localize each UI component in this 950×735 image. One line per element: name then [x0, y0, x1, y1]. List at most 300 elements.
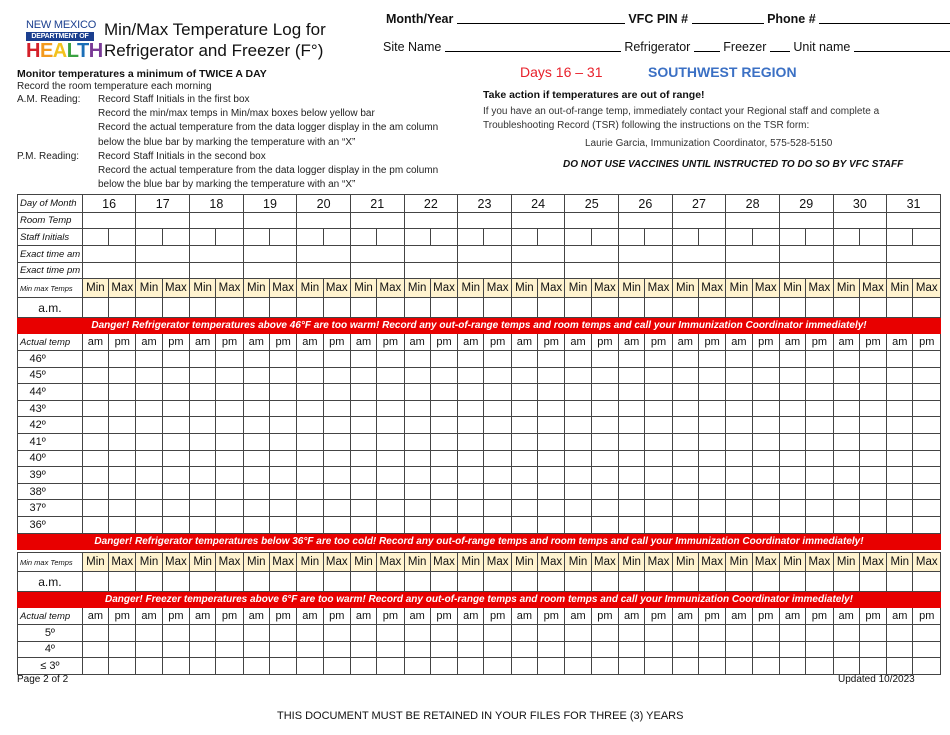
- temp-mark-cell[interactable]: [538, 467, 565, 484]
- minmax-entry-cell[interactable]: [350, 572, 376, 592]
- temp-mark-cell[interactable]: [591, 450, 618, 467]
- staff-initials-cell[interactable]: [672, 229, 698, 246]
- temp-mark-cell[interactable]: [297, 384, 323, 401]
- temp-mark-cell[interactable]: [430, 500, 457, 517]
- temp-mark-cell[interactable]: [404, 450, 430, 467]
- temp-mark-cell[interactable]: [859, 351, 886, 368]
- temp-mark-cell[interactable]: [484, 433, 511, 450]
- temp-mark-cell[interactable]: [458, 433, 484, 450]
- temp-mark-cell[interactable]: [779, 433, 805, 450]
- temp-mark-cell[interactable]: [269, 351, 296, 368]
- temp-mark-cell[interactable]: [82, 400, 108, 417]
- room-temp-cell[interactable]: [672, 213, 726, 229]
- temp-mark-cell[interactable]: [430, 658, 457, 675]
- temp-mark-cell[interactable]: [216, 417, 243, 434]
- temp-mark-cell[interactable]: [297, 625, 323, 642]
- temp-mark-cell[interactable]: [297, 351, 323, 368]
- temp-mark-cell[interactable]: [859, 400, 886, 417]
- temp-mark-cell[interactable]: [511, 400, 537, 417]
- temp-mark-cell[interactable]: [243, 400, 269, 417]
- temp-mark-cell[interactable]: [726, 433, 752, 450]
- temp-mark-cell[interactable]: [350, 384, 376, 401]
- minmax-entry-cell[interactable]: [887, 572, 913, 592]
- temp-mark-cell[interactable]: [377, 433, 404, 450]
- minmax-entry-cell[interactable]: [297, 572, 323, 592]
- temp-mark-cell[interactable]: [538, 483, 565, 500]
- temp-mark-cell[interactable]: [672, 367, 698, 384]
- temp-mark-cell[interactable]: [645, 433, 672, 450]
- staff-initials-cell[interactable]: [538, 229, 565, 246]
- temp-mark-cell[interactable]: [377, 467, 404, 484]
- temp-mark-cell[interactable]: [833, 483, 859, 500]
- temp-mark-cell[interactable]: [458, 625, 484, 642]
- temp-mark-cell[interactable]: [82, 417, 108, 434]
- exact-time-pm-cell[interactable]: [243, 263, 297, 279]
- temp-mark-cell[interactable]: [511, 625, 537, 642]
- temp-mark-cell[interactable]: [726, 351, 752, 368]
- temp-mark-cell[interactable]: [216, 384, 243, 401]
- temp-mark-cell[interactable]: [136, 467, 162, 484]
- temp-mark-cell[interactable]: [243, 367, 269, 384]
- minmax-entry-cell[interactable]: [216, 572, 243, 592]
- temp-mark-cell[interactable]: [619, 500, 645, 517]
- temp-mark-cell[interactable]: [672, 417, 698, 434]
- temp-mark-cell[interactable]: [484, 467, 511, 484]
- temp-mark-cell[interactable]: [216, 450, 243, 467]
- temp-mark-cell[interactable]: [565, 367, 591, 384]
- temp-mark-cell[interactable]: [538, 400, 565, 417]
- temp-mark-cell[interactable]: [323, 625, 350, 642]
- minmax-entry-cell[interactable]: [726, 298, 752, 318]
- temp-mark-cell[interactable]: [136, 351, 162, 368]
- temp-mark-cell[interactable]: [565, 433, 591, 450]
- temp-mark-cell[interactable]: [565, 400, 591, 417]
- temp-mark-cell[interactable]: [377, 500, 404, 517]
- minmax-entry-cell[interactable]: [698, 298, 725, 318]
- temp-mark-cell[interactable]: [619, 433, 645, 450]
- temp-mark-cell[interactable]: [619, 658, 645, 675]
- exact-time-am-cell[interactable]: [350, 246, 404, 263]
- temp-mark-cell[interactable]: [859, 641, 886, 658]
- temp-mark-cell[interactable]: [752, 483, 779, 500]
- staff-initials-cell[interactable]: [833, 229, 859, 246]
- temp-mark-cell[interactable]: [82, 367, 108, 384]
- temp-mark-cell[interactable]: [645, 500, 672, 517]
- minmax-entry-cell[interactable]: [377, 298, 404, 318]
- temp-mark-cell[interactable]: [913, 467, 941, 484]
- temp-mark-cell[interactable]: [484, 641, 511, 658]
- exact-time-pm-cell[interactable]: [619, 263, 673, 279]
- temp-mark-cell[interactable]: [269, 516, 296, 533]
- exact-time-pm-cell[interactable]: [82, 263, 136, 279]
- temp-mark-cell[interactable]: [645, 483, 672, 500]
- temp-mark-cell[interactable]: [216, 367, 243, 384]
- temp-mark-cell[interactable]: [511, 351, 537, 368]
- temp-mark-cell[interactable]: [82, 658, 108, 675]
- staff-initials-cell[interactable]: [511, 229, 537, 246]
- temp-mark-cell[interactable]: [350, 433, 376, 450]
- exact-time-pm-cell[interactable]: [779, 263, 833, 279]
- temp-mark-cell[interactable]: [726, 483, 752, 500]
- temp-mark-cell[interactable]: [484, 658, 511, 675]
- temp-mark-cell[interactable]: [458, 400, 484, 417]
- temp-mark-cell[interactable]: [698, 433, 725, 450]
- minmax-entry-cell[interactable]: [591, 298, 618, 318]
- temp-mark-cell[interactable]: [591, 351, 618, 368]
- temp-mark-cell[interactable]: [645, 516, 672, 533]
- temp-mark-cell[interactable]: [565, 467, 591, 484]
- temp-mark-cell[interactable]: [887, 367, 913, 384]
- temp-mark-cell[interactable]: [162, 450, 189, 467]
- temp-mark-cell[interactable]: [297, 450, 323, 467]
- temp-mark-cell[interactable]: [726, 500, 752, 517]
- temp-mark-cell[interactable]: [216, 400, 243, 417]
- temp-mark-cell[interactable]: [297, 483, 323, 500]
- temp-mark-cell[interactable]: [430, 450, 457, 467]
- temp-mark-cell[interactable]: [404, 467, 430, 484]
- temp-mark-cell[interactable]: [323, 433, 350, 450]
- staff-initials-cell[interactable]: [350, 229, 376, 246]
- staff-initials-cell[interactable]: [162, 229, 189, 246]
- minmax-entry-cell[interactable]: [806, 298, 833, 318]
- temp-mark-cell[interactable]: [484, 450, 511, 467]
- temp-mark-cell[interactable]: [698, 400, 725, 417]
- temp-mark-cell[interactable]: [698, 516, 725, 533]
- exact-time-am-cell[interactable]: [565, 246, 619, 263]
- temp-mark-cell[interactable]: [645, 641, 672, 658]
- minmax-entry-cell[interactable]: [726, 572, 752, 592]
- temp-mark-cell[interactable]: [913, 351, 941, 368]
- staff-initials-cell[interactable]: [619, 229, 645, 246]
- minmax-entry-cell[interactable]: [109, 298, 136, 318]
- staff-initials-cell[interactable]: [404, 229, 430, 246]
- temp-mark-cell[interactable]: [430, 467, 457, 484]
- temp-mark-cell[interactable]: [243, 625, 269, 642]
- temp-mark-cell[interactable]: [430, 433, 457, 450]
- temp-mark-cell[interactable]: [404, 625, 430, 642]
- temp-mark-cell[interactable]: [752, 450, 779, 467]
- unit-name-field[interactable]: [854, 40, 950, 52]
- temp-mark-cell[interactable]: [484, 516, 511, 533]
- temp-mark-cell[interactable]: [350, 351, 376, 368]
- minmax-entry-cell[interactable]: [887, 298, 913, 318]
- room-temp-cell[interactable]: [404, 213, 458, 229]
- staff-initials-cell[interactable]: [484, 229, 511, 246]
- minmax-entry-cell[interactable]: [511, 298, 537, 318]
- temp-mark-cell[interactable]: [887, 351, 913, 368]
- exact-time-pm-cell[interactable]: [404, 263, 458, 279]
- freezer-check[interactable]: [770, 40, 790, 52]
- temp-mark-cell[interactable]: [779, 467, 805, 484]
- temp-mark-cell[interactable]: [859, 625, 886, 642]
- temp-mark-cell[interactable]: [752, 367, 779, 384]
- temp-mark-cell[interactable]: [377, 658, 404, 675]
- temp-mark-cell[interactable]: [672, 625, 698, 642]
- exact-time-am-cell[interactable]: [726, 246, 780, 263]
- temp-mark-cell[interactable]: [430, 641, 457, 658]
- temp-mark-cell[interactable]: [913, 625, 941, 642]
- temp-mark-cell[interactable]: [162, 433, 189, 450]
- temp-mark-cell[interactable]: [672, 400, 698, 417]
- temp-mark-cell[interactable]: [752, 500, 779, 517]
- staff-initials-cell[interactable]: [913, 229, 941, 246]
- temp-mark-cell[interactable]: [565, 641, 591, 658]
- minmax-entry-cell[interactable]: [136, 572, 162, 592]
- temp-mark-cell[interactable]: [752, 641, 779, 658]
- temp-mark-cell[interactable]: [109, 483, 136, 500]
- temp-mark-cell[interactable]: [377, 516, 404, 533]
- temp-mark-cell[interactable]: [779, 400, 805, 417]
- phone-field[interactable]: [819, 12, 950, 24]
- temp-mark-cell[interactable]: [269, 400, 296, 417]
- temp-mark-cell[interactable]: [833, 500, 859, 517]
- temp-mark-cell[interactable]: [806, 367, 833, 384]
- temp-mark-cell[interactable]: [538, 625, 565, 642]
- temp-mark-cell[interactable]: [350, 483, 376, 500]
- temp-mark-cell[interactable]: [136, 367, 162, 384]
- temp-mark-cell[interactable]: [269, 450, 296, 467]
- temp-mark-cell[interactable]: [243, 516, 269, 533]
- temp-mark-cell[interactable]: [511, 384, 537, 401]
- temp-mark-cell[interactable]: [833, 433, 859, 450]
- temp-mark-cell[interactable]: [297, 516, 323, 533]
- temp-mark-cell[interactable]: [484, 384, 511, 401]
- temp-mark-cell[interactable]: [269, 433, 296, 450]
- temp-mark-cell[interactable]: [698, 384, 725, 401]
- minmax-entry-cell[interactable]: [645, 298, 672, 318]
- temp-mark-cell[interactable]: [806, 483, 833, 500]
- minmax-entry-cell[interactable]: [779, 298, 805, 318]
- temp-mark-cell[interactable]: [190, 367, 216, 384]
- temp-mark-cell[interactable]: [458, 417, 484, 434]
- temp-mark-cell[interactable]: [377, 450, 404, 467]
- temp-mark-cell[interactable]: [538, 384, 565, 401]
- exact-time-pm-cell[interactable]: [190, 263, 244, 279]
- minmax-entry-cell[interactable]: [752, 298, 779, 318]
- minmax-entry-cell[interactable]: [243, 298, 269, 318]
- exact-time-am-cell[interactable]: [511, 246, 565, 263]
- temp-mark-cell[interactable]: [913, 450, 941, 467]
- temp-mark-cell[interactable]: [323, 400, 350, 417]
- temp-mark-cell[interactable]: [430, 400, 457, 417]
- temp-mark-cell[interactable]: [859, 417, 886, 434]
- staff-initials-cell[interactable]: [698, 229, 725, 246]
- room-temp-cell[interactable]: [726, 213, 780, 229]
- exact-time-am-cell[interactable]: [136, 246, 190, 263]
- exact-time-am-cell[interactable]: [619, 246, 673, 263]
- temp-mark-cell[interactable]: [109, 351, 136, 368]
- temp-mark-cell[interactable]: [458, 367, 484, 384]
- temp-mark-cell[interactable]: [565, 516, 591, 533]
- temp-mark-cell[interactable]: [243, 417, 269, 434]
- staff-initials-cell[interactable]: [136, 229, 162, 246]
- minmax-entry-cell[interactable]: [833, 298, 859, 318]
- temp-mark-cell[interactable]: [323, 658, 350, 675]
- minmax-entry-cell[interactable]: [484, 298, 511, 318]
- temp-mark-cell[interactable]: [698, 450, 725, 467]
- minmax-entry-cell[interactable]: [806, 572, 833, 592]
- temp-mark-cell[interactable]: [565, 351, 591, 368]
- minmax-entry-cell[interactable]: [82, 298, 108, 318]
- temp-mark-cell[interactable]: [162, 500, 189, 517]
- temp-mark-cell[interactable]: [404, 658, 430, 675]
- temp-mark-cell[interactable]: [82, 433, 108, 450]
- room-temp-cell[interactable]: [190, 213, 244, 229]
- temp-mark-cell[interactable]: [511, 641, 537, 658]
- temp-mark-cell[interactable]: [269, 641, 296, 658]
- minmax-entry-cell[interactable]: [269, 298, 296, 318]
- temp-mark-cell[interactable]: [162, 400, 189, 417]
- temp-mark-cell[interactable]: [484, 351, 511, 368]
- temp-mark-cell[interactable]: [162, 641, 189, 658]
- temp-mark-cell[interactable]: [430, 516, 457, 533]
- temp-mark-cell[interactable]: [350, 625, 376, 642]
- minmax-entry-cell[interactable]: [458, 298, 484, 318]
- temp-mark-cell[interactable]: [511, 516, 537, 533]
- temp-mark-cell[interactable]: [859, 433, 886, 450]
- temp-mark-cell[interactable]: [404, 384, 430, 401]
- temp-mark-cell[interactable]: [752, 400, 779, 417]
- temp-mark-cell[interactable]: [190, 483, 216, 500]
- staff-initials-cell[interactable]: [269, 229, 296, 246]
- temp-mark-cell[interactable]: [243, 500, 269, 517]
- staff-initials-cell[interactable]: [323, 229, 350, 246]
- minmax-entry-cell[interactable]: [162, 298, 189, 318]
- temp-mark-cell[interactable]: [404, 400, 430, 417]
- temp-mark-cell[interactable]: [538, 450, 565, 467]
- exact-time-am-cell[interactable]: [887, 246, 941, 263]
- staff-initials-cell[interactable]: [190, 229, 216, 246]
- temp-mark-cell[interactable]: [726, 467, 752, 484]
- temp-mark-cell[interactable]: [779, 658, 805, 675]
- temp-mark-cell[interactable]: [779, 516, 805, 533]
- room-temp-cell[interactable]: [297, 213, 351, 229]
- temp-mark-cell[interactable]: [323, 467, 350, 484]
- staff-initials-cell[interactable]: [565, 229, 591, 246]
- temp-mark-cell[interactable]: [458, 467, 484, 484]
- minmax-entry-cell[interactable]: [833, 572, 859, 592]
- temp-mark-cell[interactable]: [726, 516, 752, 533]
- minmax-entry-cell[interactable]: [82, 572, 108, 592]
- minmax-entry-cell[interactable]: [243, 572, 269, 592]
- minmax-entry-cell[interactable]: [162, 572, 189, 592]
- temp-mark-cell[interactable]: [698, 641, 725, 658]
- temp-mark-cell[interactable]: [243, 450, 269, 467]
- temp-mark-cell[interactable]: [913, 384, 941, 401]
- temp-mark-cell[interactable]: [297, 500, 323, 517]
- temp-mark-cell[interactable]: [806, 400, 833, 417]
- vfc-pin-field[interactable]: [692, 12, 764, 24]
- temp-mark-cell[interactable]: [511, 367, 537, 384]
- temp-mark-cell[interactable]: [619, 641, 645, 658]
- temp-mark-cell[interactable]: [672, 483, 698, 500]
- exact-time-pm-cell[interactable]: [136, 263, 190, 279]
- temp-mark-cell[interactable]: [779, 500, 805, 517]
- temp-mark-cell[interactable]: [190, 500, 216, 517]
- temp-mark-cell[interactable]: [484, 483, 511, 500]
- temp-mark-cell[interactable]: [404, 417, 430, 434]
- temp-mark-cell[interactable]: [619, 417, 645, 434]
- temp-mark-cell[interactable]: [538, 417, 565, 434]
- temp-mark-cell[interactable]: [538, 641, 565, 658]
- temp-mark-cell[interactable]: [297, 417, 323, 434]
- minmax-entry-cell[interactable]: [565, 572, 591, 592]
- temp-mark-cell[interactable]: [752, 351, 779, 368]
- minmax-entry-cell[interactable]: [377, 572, 404, 592]
- minmax-entry-cell[interactable]: [109, 572, 136, 592]
- temp-mark-cell[interactable]: [109, 500, 136, 517]
- temp-mark-cell[interactable]: [269, 417, 296, 434]
- minmax-entry-cell[interactable]: [619, 572, 645, 592]
- minmax-entry-cell[interactable]: [430, 298, 457, 318]
- temp-mark-cell[interactable]: [698, 658, 725, 675]
- staff-initials-cell[interactable]: [377, 229, 404, 246]
- temp-mark-cell[interactable]: [672, 467, 698, 484]
- temp-mark-cell[interactable]: [323, 516, 350, 533]
- temp-mark-cell[interactable]: [645, 400, 672, 417]
- minmax-entry-cell[interactable]: [752, 572, 779, 592]
- temp-mark-cell[interactable]: [269, 467, 296, 484]
- room-temp-cell[interactable]: [511, 213, 565, 229]
- temp-mark-cell[interactable]: [833, 450, 859, 467]
- temp-mark-cell[interactable]: [404, 641, 430, 658]
- exact-time-pm-cell[interactable]: [887, 263, 941, 279]
- temp-mark-cell[interactable]: [216, 467, 243, 484]
- temp-mark-cell[interactable]: [243, 658, 269, 675]
- temp-mark-cell[interactable]: [538, 516, 565, 533]
- temp-mark-cell[interactable]: [190, 516, 216, 533]
- temp-mark-cell[interactable]: [619, 467, 645, 484]
- staff-initials-cell[interactable]: [82, 229, 108, 246]
- temp-mark-cell[interactable]: [833, 400, 859, 417]
- temp-mark-cell[interactable]: [833, 625, 859, 642]
- temp-mark-cell[interactable]: [887, 658, 913, 675]
- staff-initials-cell[interactable]: [726, 229, 752, 246]
- temp-mark-cell[interactable]: [136, 450, 162, 467]
- temp-mark-cell[interactable]: [243, 433, 269, 450]
- temp-mark-cell[interactable]: [591, 516, 618, 533]
- month-year-field[interactable]: [457, 12, 625, 24]
- temp-mark-cell[interactable]: [377, 641, 404, 658]
- temp-mark-cell[interactable]: [591, 658, 618, 675]
- temp-mark-cell[interactable]: [269, 483, 296, 500]
- temp-mark-cell[interactable]: [806, 467, 833, 484]
- temp-mark-cell[interactable]: [404, 351, 430, 368]
- temp-mark-cell[interactable]: [269, 500, 296, 517]
- temp-mark-cell[interactable]: [82, 625, 108, 642]
- temp-mark-cell[interactable]: [323, 483, 350, 500]
- temp-mark-cell[interactable]: [484, 500, 511, 517]
- temp-mark-cell[interactable]: [350, 658, 376, 675]
- temp-mark-cell[interactable]: [269, 625, 296, 642]
- temp-mark-cell[interactable]: [377, 400, 404, 417]
- temp-mark-cell[interactable]: [698, 367, 725, 384]
- temp-mark-cell[interactable]: [591, 467, 618, 484]
- temp-mark-cell[interactable]: [591, 367, 618, 384]
- temp-mark-cell[interactable]: [726, 367, 752, 384]
- temp-mark-cell[interactable]: [243, 467, 269, 484]
- minmax-entry-cell[interactable]: [672, 572, 698, 592]
- temp-mark-cell[interactable]: [162, 417, 189, 434]
- temp-mark-cell[interactable]: [323, 384, 350, 401]
- temp-mark-cell[interactable]: [913, 500, 941, 517]
- temp-mark-cell[interactable]: [887, 500, 913, 517]
- staff-initials-cell[interactable]: [430, 229, 457, 246]
- temp-mark-cell[interactable]: [458, 500, 484, 517]
- temp-mark-cell[interactable]: [109, 384, 136, 401]
- temp-mark-cell[interactable]: [377, 483, 404, 500]
- temp-mark-cell[interactable]: [511, 433, 537, 450]
